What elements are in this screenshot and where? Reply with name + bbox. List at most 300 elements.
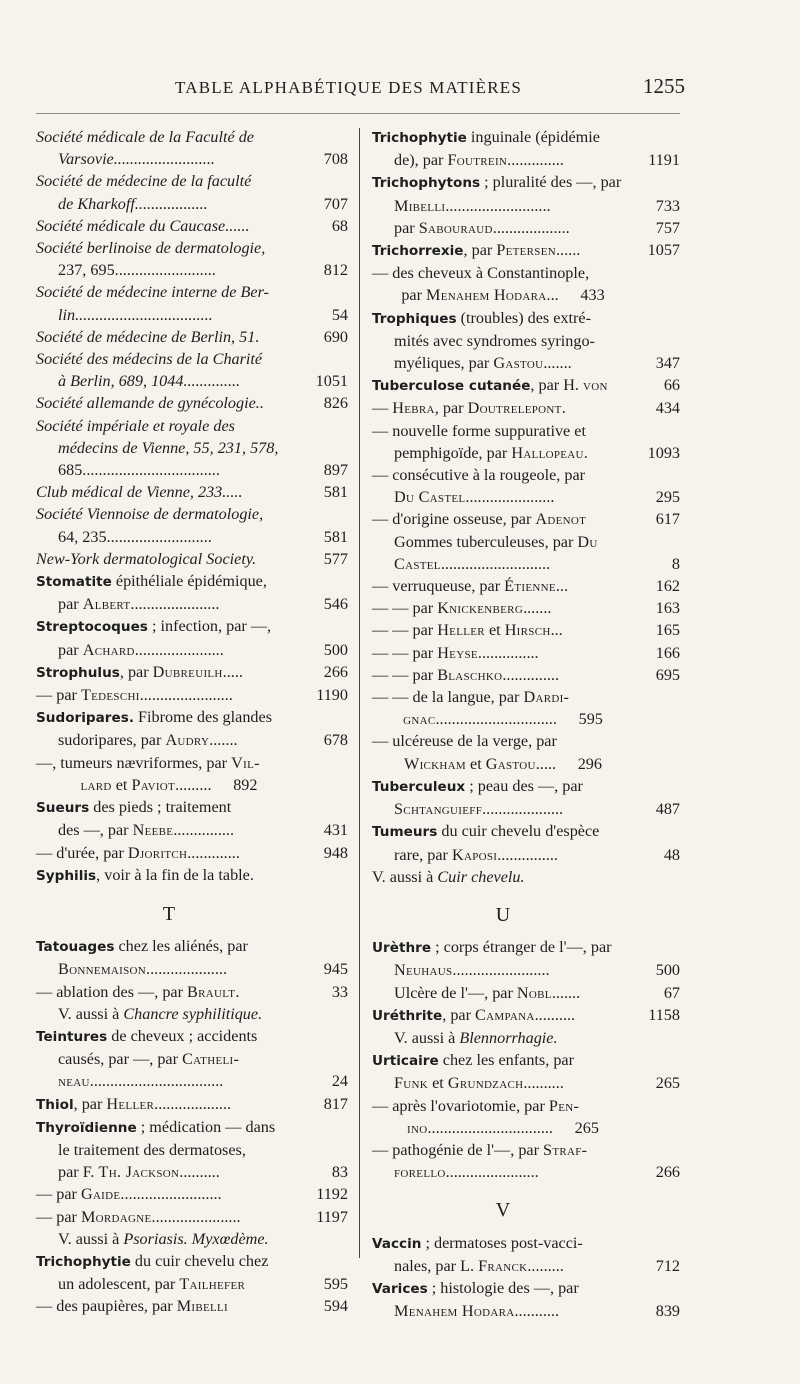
page-reference: 433	[580, 286, 605, 305]
entry-text-part: causés, par —, par	[58, 1050, 183, 1069]
entry-text-part: Société berlinoise de dermatologie,	[36, 239, 266, 258]
entry-text	[407, 1117, 553, 1139]
cross-reference: Psoriasis. Myxœdème.	[123, 1229, 269, 1248]
entry-text-part: et	[484, 621, 505, 640]
entry-line	[36, 958, 348, 980]
index-entry	[36, 326, 348, 348]
entry-line	[372, 798, 680, 820]
index-entry	[36, 570, 348, 615]
entry-text-part: ...	[550, 621, 563, 640]
entry-text-part: ; corps étranger de l'—, par	[431, 938, 612, 957]
entry-text	[36, 1250, 348, 1273]
entry-text-part: — — par	[372, 621, 438, 640]
entry-text	[36, 935, 348, 958]
author-name: neau	[58, 1072, 90, 1091]
page-reference: 431	[323, 821, 348, 840]
entry-text-part: Société de médecine de la faculté	[36, 172, 252, 191]
page-reference: 581	[323, 483, 348, 502]
entry-line	[372, 1049, 680, 1072]
index-entry	[36, 215, 348, 237]
entry-text-part: V. aussi à	[394, 1028, 460, 1047]
entry-text	[394, 844, 634, 866]
entry-text	[36, 548, 302, 570]
entry-text	[394, 330, 680, 352]
index-entry	[372, 686, 680, 730]
entry-text	[58, 193, 302, 215]
entry-text	[58, 1139, 348, 1161]
entry-line	[36, 1295, 348, 1317]
entry-text-part: inguinale (épidémie	[466, 128, 600, 146]
index-entry	[372, 866, 680, 888]
entry-line	[36, 1228, 348, 1250]
entry-line	[36, 370, 348, 392]
index-entry	[36, 1003, 348, 1025]
entry-text-part: — d'origine osseuse, par	[372, 510, 536, 529]
entry-text	[394, 1300, 634, 1322]
section-letter: V	[495, 1199, 511, 1222]
author-name: Foutrein	[447, 151, 508, 170]
entry-text-part: du cuir chevelu chez	[130, 1251, 269, 1270]
author-name: Nobl	[516, 983, 552, 1002]
entry-line	[372, 239, 680, 262]
index-entry	[372, 420, 680, 464]
entry-text-part: par	[401, 286, 427, 305]
cross-reference: Blennorrhagie.	[459, 1028, 558, 1047]
index-entry	[372, 508, 680, 530]
author-name: Mibelli	[394, 196, 446, 215]
author-name: Bonnemaison	[58, 960, 147, 979]
entry-keyword: Stomatite	[36, 574, 112, 591]
author-name: gnac	[403, 710, 436, 729]
entry-text	[36, 481, 302, 503]
index-entry	[36, 415, 348, 482]
page-reference: 577	[323, 549, 348, 568]
entry-line	[372, 531, 680, 553]
index-entry	[372, 1277, 680, 1322]
index-entry	[372, 171, 680, 239]
entry-line	[372, 708, 680, 730]
entry-text	[401, 284, 558, 306]
entry-line	[372, 374, 680, 397]
entry-text	[36, 684, 302, 706]
entry-text-part: — — par	[372, 665, 438, 684]
page-reference: 166	[655, 643, 680, 662]
entry-text-part: ....................	[146, 960, 227, 979]
entry-text-part: épithéliale épidémique,	[111, 572, 267, 591]
index-entry	[372, 1095, 680, 1139]
entry-text-part: , par	[119, 662, 153, 681]
entry-line	[36, 1206, 348, 1228]
entry-text-part: ; peau des —, par	[465, 776, 583, 795]
entry-text	[394, 442, 634, 464]
entry-text-part: — des paupières, par	[36, 1297, 177, 1316]
index-entry	[372, 262, 680, 306]
page-reference: 678	[323, 731, 348, 750]
entry-text	[372, 730, 680, 752]
section-letter: U	[495, 903, 511, 926]
entry-text-part: V. aussi à	[372, 867, 438, 886]
entry-text	[372, 866, 680, 888]
author-name: Audry	[165, 731, 210, 750]
entry-text-part: ...............	[497, 845, 558, 864]
entry-text-part: 685..................................	[58, 461, 220, 480]
entry-text-part: — par	[36, 1207, 81, 1226]
entry-text-part: .......	[209, 731, 238, 750]
entry-text	[58, 1228, 348, 1250]
entry-text-part: ...........................	[440, 554, 551, 573]
entry-text	[372, 239, 634, 262]
author-name: Dardi-	[523, 688, 570, 707]
entry-text-part: ......................	[130, 595, 220, 614]
entry-text	[372, 1232, 680, 1255]
author-name: Kaposi	[451, 845, 498, 864]
entry-text	[58, 148, 302, 170]
author-name: Hallopeau	[511, 443, 584, 462]
entry-line	[372, 1161, 680, 1183]
entry-line	[36, 392, 348, 414]
entry-line	[36, 706, 348, 729]
author-name: Heyse	[437, 643, 478, 662]
entry-line	[36, 126, 348, 148]
author-name: Neuhaus	[394, 961, 453, 980]
entry-line	[372, 664, 680, 686]
entry-keyword: Thiol	[36, 1096, 74, 1113]
page-reference: 68	[331, 216, 348, 235]
page-reference: 546	[323, 595, 348, 614]
entry-line	[372, 982, 680, 1004]
page-reference: 897	[323, 461, 348, 480]
entry-text	[36, 215, 302, 237]
entry-line	[36, 237, 348, 259]
entry-line	[372, 642, 680, 664]
entry-line	[372, 866, 680, 888]
entry-text	[372, 820, 680, 843]
entry-text-part: chez les aliénés, par	[114, 937, 248, 956]
entry-text	[403, 708, 557, 730]
page-reference: 817	[323, 1094, 348, 1113]
author-name: Menahem Hodara	[394, 1302, 515, 1321]
entry-line	[36, 1003, 348, 1025]
index-entry	[372, 464, 680, 508]
page-reference: 617	[655, 510, 680, 529]
entry-text	[372, 374, 634, 397]
entry-text	[394, 1072, 634, 1094]
entry-text	[372, 420, 680, 442]
entry-text	[36, 752, 348, 774]
entry-text-part: .......	[551, 983, 581, 1002]
entry-keyword: Tuberculose cutanée	[372, 378, 531, 395]
entry-text-part: pemphigoïde, par	[394, 443, 512, 462]
page-reference: 265	[574, 1118, 599, 1137]
entry-text-part: médecins de Vienne, 55, 231, 578,	[58, 438, 279, 457]
author-name: Wickham	[404, 754, 466, 773]
entry-line	[36, 348, 348, 370]
entry-text-part: de cheveux ; accidents	[107, 1026, 258, 1045]
entry-line	[372, 1277, 680, 1300]
entry-text-part: ...	[546, 286, 559, 305]
entry-line	[372, 553, 680, 575]
author-name: Schtanguieff	[394, 800, 483, 819]
entry-text-part: ; infection, par —,	[147, 617, 272, 636]
author-name: Catheli-	[182, 1050, 240, 1069]
index-entry	[372, 619, 680, 641]
entry-text-part: — ulcéreuse de la verge, par	[372, 732, 557, 751]
page-reference: 1158	[648, 1005, 680, 1024]
index-entry	[36, 1093, 348, 1116]
author-name: Grundzach	[447, 1074, 524, 1093]
entry-line	[36, 981, 348, 1003]
entry-keyword: Vaccin	[372, 1235, 422, 1252]
author-name: Étienne	[504, 577, 556, 596]
page-reference: 500	[323, 640, 348, 659]
page-reference: 892	[233, 775, 258, 794]
entry-line	[372, 442, 680, 464]
entry-text-part: .........................	[120, 1185, 222, 1204]
entry-text-part: ..........	[534, 1005, 576, 1024]
author-name: Hebra	[392, 399, 435, 418]
entry-line	[372, 420, 680, 442]
entry-text-part: ; pluralité des —, par	[480, 173, 622, 192]
entry-line	[372, 775, 680, 798]
entry-text-part: .......	[543, 354, 572, 373]
page-reference: 163	[655, 599, 680, 618]
entry-text	[394, 959, 634, 981]
author-name: Adenot	[535, 510, 587, 529]
entry-text-part: ...	[555, 577, 568, 596]
entry-text-part: .....	[535, 754, 556, 773]
index-entry	[372, 597, 680, 619]
author-name: Gastou	[493, 354, 544, 373]
entry-text-part: — d'urée, par	[36, 843, 128, 862]
entry-line	[372, 1027, 680, 1049]
entry-text-part: et	[111, 775, 132, 794]
index-entry	[36, 684, 348, 706]
entry-text-part: ...............	[477, 643, 539, 662]
entry-line	[372, 1004, 680, 1027]
entry-text-part: V. aussi à	[58, 1229, 124, 1248]
entry-text-part: lin..................................	[58, 305, 213, 324]
author-name: Mibelli	[176, 1297, 229, 1316]
entry-keyword: Trichorrexie	[372, 243, 464, 260]
entry-line	[36, 281, 348, 303]
entry-text-part: — par	[36, 1185, 81, 1204]
entry-keyword: Streptocoques	[36, 619, 148, 636]
entry-line	[372, 217, 680, 239]
entry-text-part: ......................	[134, 640, 224, 659]
entry-text-part: par	[58, 640, 83, 659]
index-entry	[36, 392, 348, 414]
entry-text	[36, 661, 302, 684]
entry-line	[36, 1161, 348, 1183]
entry-text	[58, 1070, 302, 1092]
page-reference: 1057	[647, 241, 680, 260]
entry-text	[394, 195, 634, 217]
entry-line	[372, 307, 680, 330]
page-header	[0, 74, 800, 104]
entry-line	[36, 615, 348, 638]
entry-text	[394, 217, 634, 239]
entry-text-part: .................................	[89, 1072, 224, 1091]
entry-text	[36, 170, 348, 192]
entry-text	[372, 597, 634, 619]
entry-text	[372, 936, 680, 959]
author-name: Tailhefer	[179, 1275, 246, 1294]
entry-text	[394, 982, 634, 1004]
index-entry	[36, 1295, 348, 1317]
author-name: Heller	[106, 1094, 155, 1113]
author-name: Dubreuilh	[152, 662, 223, 681]
entry-text	[58, 437, 348, 459]
author-name: Djoritch	[127, 843, 188, 862]
entry-text-part: , par H.	[530, 376, 584, 395]
entry-text	[58, 593, 302, 615]
index-entry	[372, 575, 680, 597]
author-name: Th. Jackson	[98, 1163, 180, 1182]
author-name: Knickenberg	[437, 599, 524, 618]
entry-text-part: — ablation des —, par	[36, 982, 188, 1001]
entry-keyword: Syphilis	[36, 867, 97, 884]
index-entry	[372, 642, 680, 664]
entry-line	[36, 774, 348, 796]
entry-text	[36, 392, 302, 414]
entry-text-part: — consécutive à la rougeole, par	[372, 466, 586, 485]
entry-text-part: le traitement des dermatoses,	[58, 1140, 246, 1159]
author-name: Mordagne	[80, 1207, 152, 1226]
author-name: Funk	[394, 1074, 429, 1093]
entry-text-part: ......	[556, 241, 581, 260]
author-name: Vil-	[231, 753, 260, 772]
author-name: Pen-	[548, 1096, 580, 1115]
entry-line	[36, 148, 348, 170]
entry-text-part: ...............	[173, 821, 235, 840]
entry-text-part: par	[58, 595, 83, 614]
entry-text	[372, 575, 634, 597]
entry-text-part: — pathogénie de l'—, par	[372, 1140, 544, 1159]
index-entry	[36, 1228, 348, 1250]
author-name: Tedeschi	[80, 686, 140, 705]
entry-text-part: Club médical de Vienne, 233.....	[36, 483, 243, 502]
entry-text-part: ...............................	[427, 1118, 553, 1137]
index-entry	[372, 397, 680, 419]
entry-text-part: mités avec syndromes syringo-	[394, 331, 595, 350]
entry-text-part: Société impériale et royale des	[36, 416, 235, 435]
index-entry	[372, 820, 680, 865]
page-reference: 265	[655, 1074, 680, 1093]
entry-text-part: ; dermatoses post-vacci-	[421, 1233, 583, 1252]
entry-text	[372, 397, 634, 419]
page-reference: 1190	[316, 686, 348, 705]
entry-line	[372, 284, 680, 306]
entry-line	[372, 149, 680, 171]
index-entry	[36, 1116, 348, 1184]
entry-text-part: .	[583, 443, 588, 462]
entry-line	[36, 304, 348, 326]
entry-text-part: ..............	[507, 151, 564, 170]
entry-keyword: Thyroïdienne	[36, 1119, 137, 1136]
page-reference: 266	[323, 662, 348, 681]
page-number: 1255	[643, 74, 685, 98]
entry-text-part: de), par	[394, 151, 448, 170]
entry-text	[372, 664, 634, 686]
entry-text-part: .........	[527, 1256, 564, 1275]
entry-text-part: et	[466, 754, 486, 773]
entry-text-part: ..........	[523, 1074, 564, 1093]
entry-text	[36, 570, 348, 593]
entry-text	[36, 706, 348, 729]
page-reference: 83	[331, 1163, 348, 1182]
index-entry	[36, 237, 348, 281]
index-entry	[372, 936, 680, 981]
entry-text	[36, 796, 348, 819]
index-entry	[372, 1004, 680, 1027]
author-name: Albert	[82, 595, 131, 614]
entry-text	[372, 775, 680, 798]
entry-line	[372, 1072, 680, 1094]
entry-text-part: V. aussi à	[58, 1004, 124, 1023]
entry-text-part: , par	[73, 1094, 107, 1113]
entry-text	[372, 171, 680, 194]
index-entry	[372, 307, 680, 375]
entry-text-part: ....................	[482, 800, 564, 819]
entry-line	[36, 796, 348, 819]
index-entry	[372, 1139, 680, 1183]
author-name: Gaide	[80, 1185, 121, 1204]
entry-text-part: .	[235, 982, 240, 1001]
entry-line	[372, 844, 680, 866]
entry-line	[36, 1025, 348, 1048]
entry-text	[36, 281, 348, 303]
entry-text-part: un adolescent, par	[58, 1275, 180, 1294]
entry-text-part: , par	[442, 1005, 476, 1024]
entry-line	[372, 820, 680, 843]
entry-text	[36, 981, 302, 1003]
entry-text-part: Société de médecine de Berlin, 51.	[36, 327, 260, 346]
entry-text	[372, 1277, 680, 1300]
author-name: Du Castel	[394, 488, 466, 507]
page-reference: 1093	[647, 443, 680, 462]
index-entry	[36, 842, 348, 864]
index-entry	[36, 348, 348, 392]
entry-text-part: ..........................	[445, 196, 551, 215]
index-entry	[372, 374, 680, 397]
entry-text	[58, 259, 302, 281]
cross-reference: Chancre syphilitique.	[123, 1004, 263, 1023]
entry-text-part: et	[428, 1074, 448, 1093]
page-reference: 48	[663, 845, 680, 864]
entry-text-part: , voir à la fin de la table.	[96, 865, 254, 884]
page-reference: 595	[578, 710, 603, 729]
entry-text-part: ..........	[179, 1163, 220, 1182]
entry-text-part: ; médication — dans	[136, 1117, 276, 1136]
index-entry	[36, 752, 348, 796]
entry-text-part: .......	[523, 599, 552, 618]
entry-line	[36, 570, 348, 593]
entry-keyword: Tuberculeux	[372, 778, 466, 795]
entry-line	[36, 593, 348, 615]
entry-text-part: — nouvelle forme suppurative et	[372, 421, 586, 440]
entry-text-part: des pieds ; traitement	[89, 798, 232, 817]
entry-text	[404, 753, 556, 775]
page-reference: 733	[655, 196, 680, 215]
index-entry	[36, 1206, 348, 1228]
entry-line	[36, 215, 348, 237]
author-name: Gastou	[485, 754, 536, 773]
entry-text-part: Société des médecins de la Charité	[36, 350, 263, 369]
entry-text-part: ..............................	[435, 710, 557, 729]
entry-line	[372, 1117, 680, 1139]
page-reference: 296	[577, 754, 602, 773]
entry-text-part: — — par	[372, 599, 438, 618]
